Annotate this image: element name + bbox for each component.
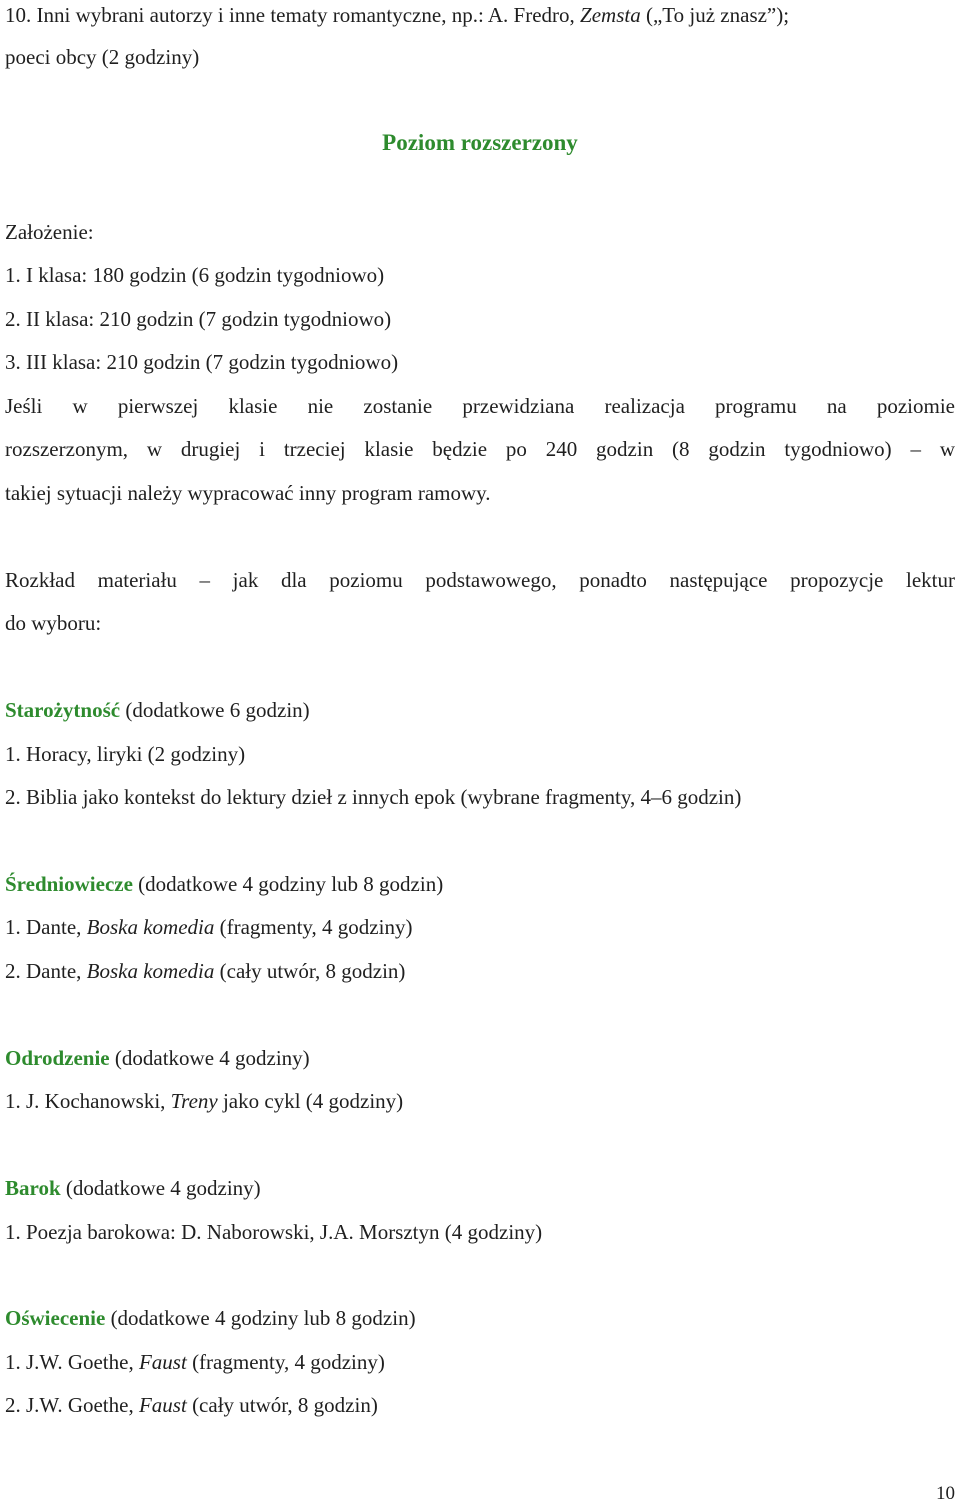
work-title: Treny	[170, 1089, 218, 1113]
item-text: 1. J.W. Goethe,	[5, 1350, 139, 1374]
era-note: (dodatkowe 4 godziny)	[109, 1046, 310, 1070]
item-text-end: (fragmenty, 4 godziny)	[214, 915, 413, 939]
rozklad-line-2: do wyboru:	[5, 611, 102, 635]
era-note: (dodatkowe 4 godziny)	[60, 1176, 261, 1200]
list-item	[5, 958, 955, 984]
intro-line-2: poeci obcy (2 godziny)	[5, 45, 200, 69]
list-item: 2. Biblia jako kontekst do lektury dzieł z innych epok (wybrane fragmenty, 4–6 godzin)	[5, 785, 742, 809]
list-item: 1. Poezja barokowa: D. Naborowski, J.A. Morsztyn (4 godziny)	[5, 1220, 543, 1244]
page-number: 10	[936, 1483, 955, 1504]
assumption-para-line-1: Jeśli w pierwszej klasie nie zostanie przewidziana realizacja programu na poziomie	[5, 394, 955, 418]
work-title: Faust	[138, 1350, 187, 1374]
list-item	[5, 1349, 955, 1375]
item-text: 2. J.W. Goethe,	[5, 1393, 139, 1417]
assumption-item-3: 3. III klasa: 210 godzin (7 godzin tygodniowo)	[5, 350, 399, 374]
list-item	[5, 1392, 955, 1418]
era-odrodzenie	[5, 1045, 955, 1071]
item-text: 1. Dante,	[5, 915, 87, 939]
assumption-para-line-2: rozszerzonym, w drugiej i trzeciej klasie będzie po 240 godzin (8 godzin tygodniowo) – w	[5, 437, 955, 461]
era-title: Odrodzenie	[5, 1046, 110, 1070]
era-oswiecenie	[5, 1305, 955, 1331]
item-text: 1. J. Kochanowski,	[5, 1089, 171, 1113]
list-item	[5, 914, 955, 940]
item-text-end: (fragmenty, 4 godziny)	[186, 1350, 385, 1374]
era-title: Starożytność	[5, 698, 121, 722]
intro-text-end: („To już znasz”);	[640, 3, 790, 27]
intro-work-title: Zemsta	[580, 3, 641, 27]
era-barok	[5, 1175, 955, 1201]
item-text-end: jako cykl (4 godziny)	[217, 1089, 404, 1113]
rozklad-line-1: Rozkład materiału – jak dla poziomu podstawowego, ponadto następujące propozycje lektur	[5, 568, 955, 592]
work-title: Boska komedia	[86, 959, 215, 983]
list-item	[5, 1088, 955, 1114]
section-heading: Poziom rozszerzony	[382, 130, 578, 155]
work-title: Faust	[138, 1393, 187, 1417]
assumption-item-2: 2. II klasa: 210 godzin (7 godzin tygodniowo)	[5, 307, 392, 331]
era-title: Barok	[5, 1176, 61, 1200]
work-title: Boska komedia	[86, 915, 215, 939]
item-text-end: (cały utwór, 8 godzin)	[186, 1393, 378, 1417]
era-note: (dodatkowe 4 godziny lub 8 godzin)	[105, 1306, 416, 1330]
list-item: 1. Horacy, liryki (2 godziny)	[5, 742, 246, 766]
item-text-end: (cały utwór, 8 godzin)	[214, 959, 406, 983]
era-title: Średniowiecze	[5, 872, 133, 896]
era-title: Oświecenie	[5, 1306, 106, 1330]
era-note: (dodatkowe 6 godzin)	[120, 698, 310, 722]
era-note: (dodatkowe 4 godziny lub 8 godzin)	[132, 872, 444, 896]
intro-line-1	[5, 2, 955, 28]
intro-text: 10. Inni wybrani autorzy i inne tematy romantyczne, np.: A. Fredro,	[5, 3, 581, 27]
assumption-item-1: 1. I klasa: 180 godzin (6 godzin tygodniowo)	[5, 263, 385, 287]
assumption-para-line-3: takiej sytuacji należy wypracować inny program ramowy.	[5, 481, 491, 505]
item-text: 2. Dante,	[5, 959, 87, 983]
era-starozytnosc	[5, 697, 955, 723]
assumption-label: Założenie:	[5, 220, 94, 244]
era-sredniowiecze	[5, 871, 955, 897]
